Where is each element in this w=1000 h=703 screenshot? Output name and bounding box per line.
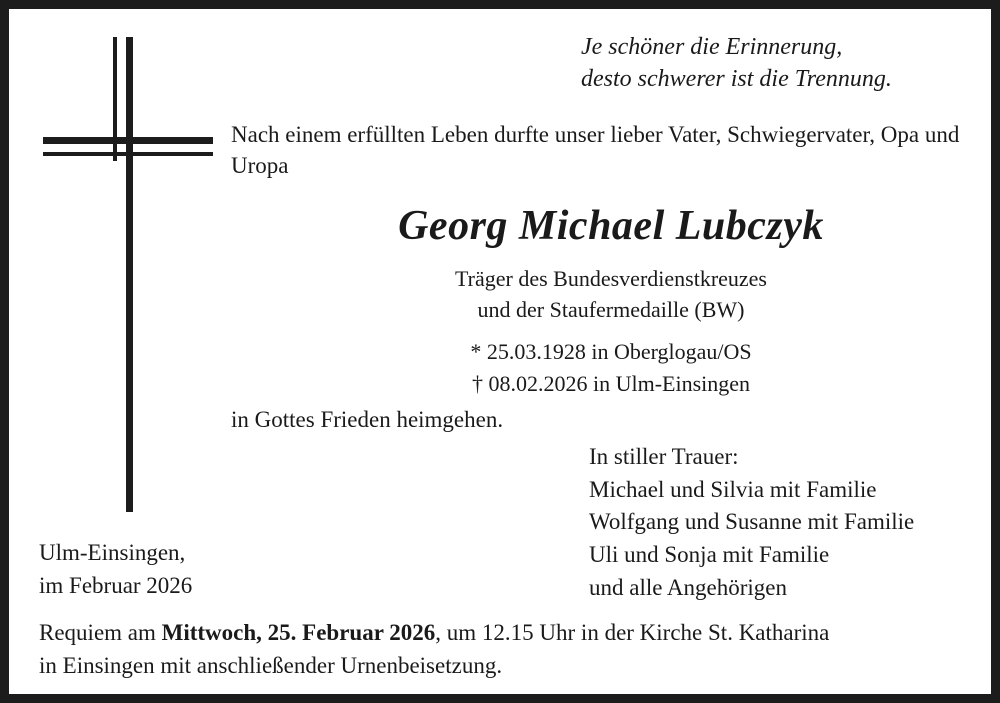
cross-horizontal-bar xyxy=(43,137,213,144)
life-dates-block xyxy=(231,336,991,400)
honors-block xyxy=(231,264,991,326)
mourner-entry: Wolfgang und Susanne mit Familie xyxy=(589,509,915,535)
requiem-block xyxy=(39,617,989,682)
birth-date: * 25.03.1928 in Oberglogau/OS xyxy=(470,339,752,364)
intro-text: Nach einem erfüllten Leben durfte unser lieber Vater, Schwiegervater, Opa und Uropa xyxy=(231,122,960,179)
cross-vertical-bar xyxy=(126,37,133,512)
motto-line-1: Je schöner die Erinnerung, xyxy=(581,34,843,60)
place-text: Ulm-Einsingen, xyxy=(39,540,186,565)
place-date-block xyxy=(39,537,359,602)
motto-line-2: desto schwerer ist die Trennung. xyxy=(581,66,892,93)
cross-icon xyxy=(21,19,231,519)
cross-vertical-accent xyxy=(113,37,117,161)
mourner-entry: Michael und Silvia mit Familie xyxy=(589,476,877,502)
mourners-block xyxy=(589,441,991,604)
cross-horizontal-accent xyxy=(43,152,213,156)
requiem-part-1: Requiem am xyxy=(39,620,162,645)
honor-line-2: und der Staufermedaille (BW) xyxy=(477,296,745,322)
mourner-entry: und alle Angehörigen xyxy=(589,574,788,600)
peace-text: in Gottes Frieden heimgehen. xyxy=(231,407,504,432)
requiem-line-1 xyxy=(39,617,989,650)
deceased-name: Georg Michael Lubczyk xyxy=(398,203,824,249)
requiem-part-2: , um 12.15 Uhr in der Kirche St. Katharina xyxy=(435,620,830,645)
death-date: † 08.02.2026 in Ulm-Einsingen xyxy=(471,370,751,396)
requiem-emphasis: Mittwoch, 25. Februar 2026 xyxy=(161,620,436,645)
honor-line-1: Träger des Bundesverdienstkreuzes xyxy=(455,266,767,291)
motto-block xyxy=(581,31,991,96)
date-text: im Februar 2026 xyxy=(39,572,193,598)
mourners-heading: In stiller Trauer: xyxy=(589,444,739,469)
requiem-line-2: in Einsingen mit anschließender Urnenbeisetzung. xyxy=(39,652,503,678)
mourner-entry: Uli und Sonja mit Familie xyxy=(589,541,830,567)
notice-inner xyxy=(9,9,991,694)
